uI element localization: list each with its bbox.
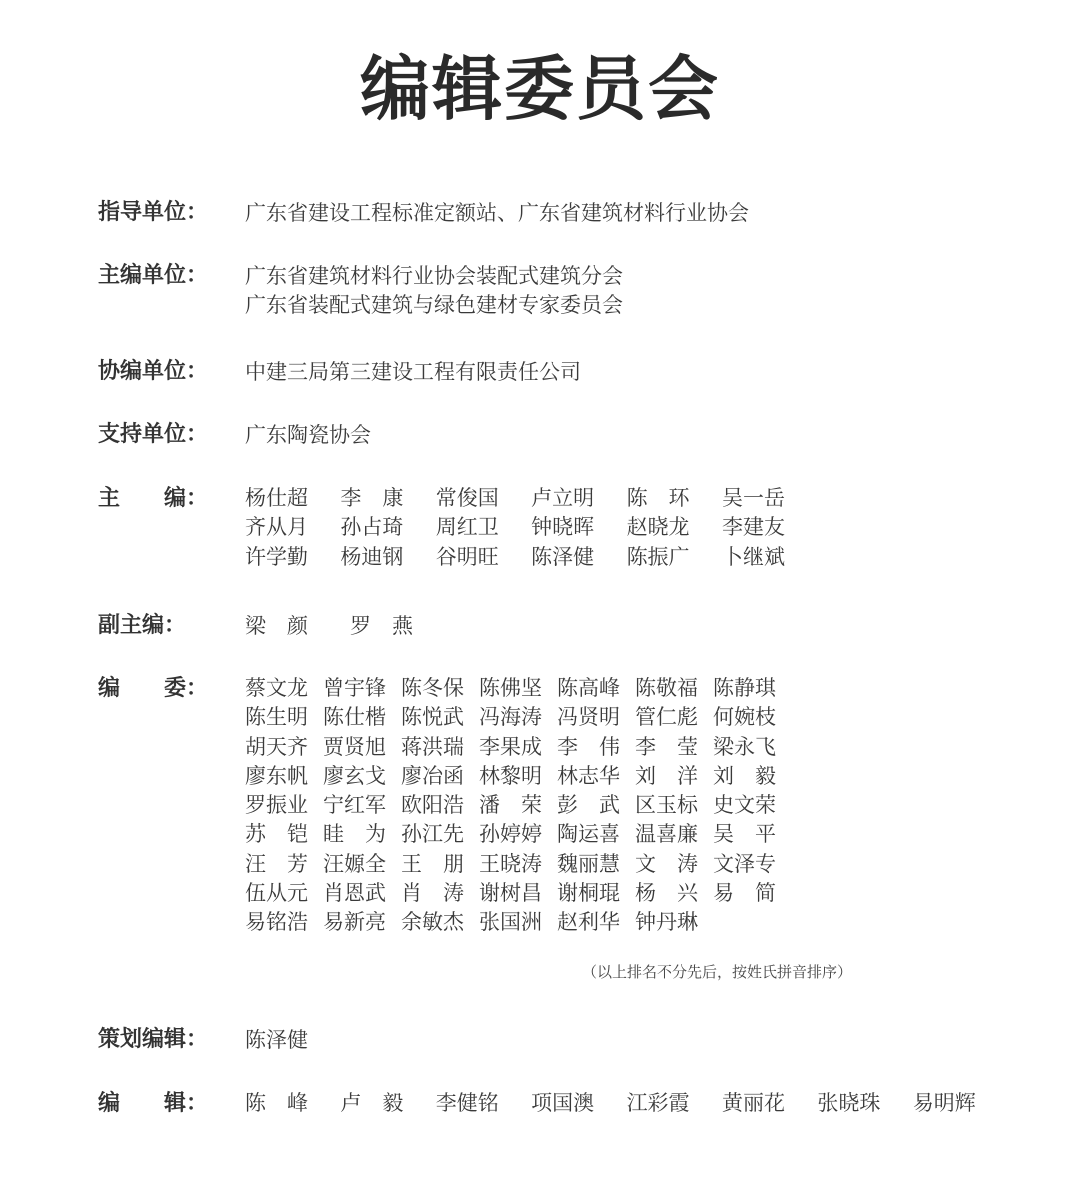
support-unit-value: 广东陶瓷协会: [245, 423, 371, 447]
planning-editor-label: 策划编辑：: [98, 1027, 209, 1052]
chief-editor-name: 孙占琦: [340, 515, 404, 540]
ranking-note: （以上排名不分先后，按姓氏拼音排序）: [582, 963, 853, 981]
chief-editors-list: [245, 484, 817, 572]
co-unit-label: 协编单位：: [98, 359, 209, 384]
committee-member-name: 区玉标: [635, 793, 698, 818]
committee-member-name: 宁红军: [323, 793, 386, 818]
committee-member-name: 彭 武: [557, 793, 620, 818]
page-title: 编辑委员会: [360, 48, 720, 130]
committee-member-name: 伍从元: [245, 881, 308, 906]
editor-name: 卢 毅: [340, 1091, 404, 1115]
committee-member-name: 陈佛坚: [479, 676, 542, 700]
committee-member-name: 史文荣: [713, 793, 776, 818]
editors-label: 编 辑：: [98, 1091, 209, 1116]
committee-member-name: 赵利华: [557, 910, 620, 935]
committee-member-name: 廖冶函: [401, 763, 464, 788]
committee-label: 编 委：: [98, 676, 209, 701]
committee-member-name: 孙婷婷: [479, 822, 542, 847]
committee-member-name: 吴 平: [713, 822, 776, 847]
committee-member-name: 刘 毅: [713, 763, 776, 788]
chief-unit-line-1: 广东省建筑材料行业协会装配式建筑分会: [245, 264, 623, 288]
committee-member-name: 林志华: [557, 763, 620, 788]
committee-member-name: 罗振业: [245, 793, 308, 818]
committee-member-name: 管仁彪: [635, 705, 698, 730]
chief-editor-name: 杨迪钢: [340, 544, 404, 569]
committee-member-name: 贾贤旭: [323, 734, 386, 759]
planning-editor-value: 陈泽健: [245, 1028, 308, 1052]
committee-member-name: 肖恩武: [323, 881, 386, 906]
committee-member-name: 陈高峰: [557, 676, 620, 700]
committee-member-name: 谢树昌: [479, 881, 542, 906]
chief-unit-line-2: 广东省装配式建筑与绿色建材专家委员会: [245, 293, 623, 317]
committee-member-name: 蒋洪瑞: [401, 734, 464, 759]
committee-member-name: 张国洲: [479, 910, 542, 935]
committee-member-name: 欧阳浩: [401, 793, 464, 818]
chief-editor-name: 李建友: [721, 515, 785, 540]
chief-editor-name: 钟晓晖: [531, 515, 595, 540]
committee-member-name: 汪 芳: [245, 851, 308, 876]
committee-member-name: 魏丽慧: [557, 851, 620, 876]
committee-member-name: 杨 兴: [635, 881, 698, 906]
committee-member-name: 陈仕楷: [323, 705, 386, 730]
committee-member-name: 陈敬福: [635, 676, 698, 700]
editor-name: 江彩霞: [626, 1091, 690, 1115]
committee-member-name: 陶运喜: [557, 822, 620, 847]
committee-member-name: 曾宇锋: [323, 676, 386, 700]
chief-editor-name: 常俊国: [435, 486, 499, 510]
committee-member-name: 廖东帆: [245, 763, 308, 788]
committee-member-name: 蔡文龙: [245, 676, 308, 700]
committee-member-name: 何婉枝: [713, 705, 776, 730]
chief-editor-name: 杨仕超: [245, 486, 308, 510]
committee-list: [245, 674, 791, 938]
editor-name: 张晓珠: [817, 1091, 881, 1115]
committee-member-name: 陈静琪: [713, 676, 776, 700]
editor-name: 项国澳: [531, 1091, 595, 1115]
committee-member-name: 王 朋: [401, 851, 464, 876]
chief-editor-name: 陈振广: [626, 544, 690, 569]
committee-member-name: 易新亮: [323, 910, 386, 935]
chief-unit-label: 主编单位：: [98, 263, 209, 288]
chief-editor-name: 周红卫: [435, 515, 499, 540]
chief-editor-name: 许学勤: [245, 544, 308, 569]
committee-member-name: 苏 铠: [245, 822, 308, 847]
guidance-unit-value: 广东省建设工程标准定额站、广东省建筑材料行业协会: [245, 201, 749, 225]
editor-name: 易明辉: [912, 1091, 976, 1115]
committee-member-name: 刘 洋: [635, 763, 698, 788]
committee-member-name: 李 伟: [557, 734, 620, 759]
committee-member-name: 冯贤明: [557, 705, 620, 730]
committee-member-name: 廖玄戈: [323, 763, 386, 788]
deputy-editors-label: 副主编：: [98, 613, 187, 638]
committee-member-name: 梁永飞: [713, 734, 776, 759]
committee-member-name: 陈悦武: [401, 705, 464, 730]
chief-editors-label: 主 编：: [98, 486, 209, 511]
committee-member-name: 谢桐琨: [557, 881, 620, 906]
support-unit-label: 支持单位：: [98, 422, 209, 447]
chief-editor-name: 赵晓龙: [626, 515, 690, 540]
chief-editor-name: 陈泽健: [531, 544, 595, 569]
editors-list: [245, 1089, 1008, 1118]
committee-member-name: 李果成: [479, 734, 542, 759]
co-unit-value: 中建三局第三建设工程有限责任公司: [245, 360, 581, 384]
editor-name: 李健铭: [435, 1091, 499, 1115]
committee-member-name: 易铭浩: [245, 910, 308, 935]
committee-member-name: 温喜廉: [635, 822, 698, 847]
committee-member-name: 陈冬保: [401, 676, 464, 700]
guidance-unit-label: 指导单位：: [98, 200, 209, 225]
chief-editor-name: 陈 环: [626, 486, 690, 510]
chief-editor-name: 李 康: [340, 486, 404, 510]
committee-member-name: 冯海涛: [479, 705, 542, 730]
committee-member-name: 李 莹: [635, 734, 698, 759]
editor-name: 黄丽花: [721, 1091, 785, 1115]
committee-member-name: 易 简: [713, 881, 776, 906]
committee-member-name: 肖 涛: [401, 881, 464, 906]
chief-editor-name: 卜继斌: [721, 544, 785, 569]
deputy-editors-value: 梁 颜 罗 燕: [245, 614, 413, 638]
committee-member-name: 胡天齐: [245, 734, 308, 759]
committee-member-name: 陈生明: [245, 705, 308, 730]
committee-member-name: 钟丹琳: [635, 910, 698, 935]
committee-member-name: 文泽专: [713, 851, 776, 876]
committee-member-name: 孙江先: [401, 822, 464, 847]
committee-member-name: 文 涛: [635, 851, 698, 876]
committee-member-name: 王晓涛: [479, 851, 542, 876]
committee-member-name: 汪嫄全: [323, 851, 386, 876]
chief-editor-name: 卢立明: [531, 486, 595, 510]
committee-member-name: 余敏杰: [401, 910, 464, 935]
editor-name: 陈 峰: [245, 1091, 308, 1115]
chief-editor-name: 齐从月: [245, 515, 308, 540]
committee-member-name: 林黎明: [479, 763, 542, 788]
committee-member-name: 潘 荣: [479, 793, 542, 818]
chief-editor-name: 谷明旺: [435, 544, 499, 569]
committee-member-name: 眭 为: [323, 822, 386, 847]
chief-editor-name: 吴一岳: [721, 486, 785, 510]
